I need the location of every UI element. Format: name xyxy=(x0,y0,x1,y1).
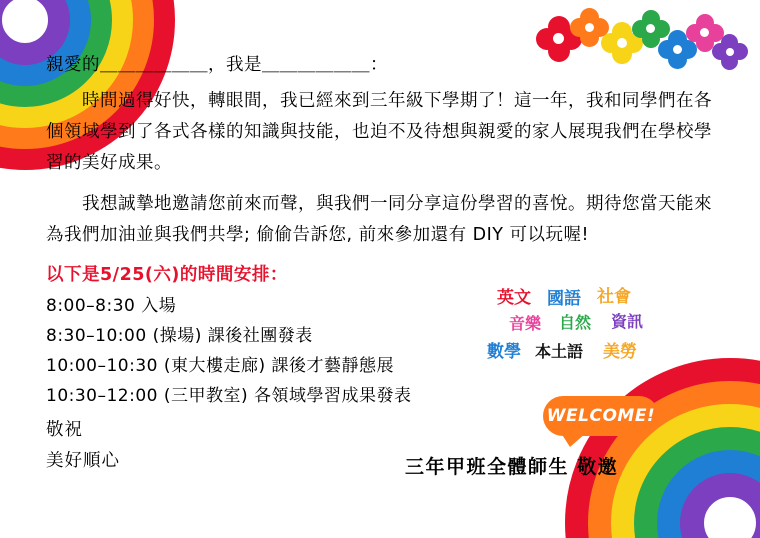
subject-information: 資訊 xyxy=(611,312,644,331)
schedule-item: 8:00–8:30 入場 xyxy=(46,296,177,316)
subject-english: 英文 xyxy=(497,288,531,308)
paragraph-2: 我想誠摯地邀請您前來而聲，與我們一同分享這份學習的喜悅。期待您當天能來為我們加油並與我們共學; 偷偷告訴您, 前來參加還有 DIY 可以玩喔! xyxy=(46,194,712,245)
subject-word-cloud xyxy=(487,283,697,373)
subject-social-studies: 社會 xyxy=(597,287,631,307)
schedule-item: 10:00–10:30 (東大樓走廊) 課後才藝靜態展 xyxy=(46,356,395,376)
subject-local-language: 本土語 xyxy=(535,342,584,361)
signature: 三年甲班全體師生 敬邀 xyxy=(405,456,619,478)
subject-chinese: 國語 xyxy=(547,289,581,309)
subject-music: 音樂 xyxy=(509,314,542,333)
closing-line-2: 美好順心 xyxy=(46,451,120,471)
closing-block xyxy=(46,415,120,477)
schedule-title: 以下是5/25(六)的時間安排： xyxy=(46,265,288,285)
schedule-item: 8:30–10:00 (操場) 課後社團發表 xyxy=(46,326,313,346)
schedule-item: 10:30–12:00 (三甲教室) 各領域學習成果發表 xyxy=(46,386,412,406)
subject-science: 自然 xyxy=(559,313,592,332)
closing-line-1: 敬祝 xyxy=(46,420,83,440)
paragraph-1: 時間過得好快，轉眼間，我已經來到三年級下學期了！這一年，我和同學們在各個領域學到了各式各樣的知識與技能，也迫不及待想與親愛的家人展現我們在學校學習的美好成果。 xyxy=(46,91,712,173)
salutation: 親愛的＿＿＿＿＿＿，我是＿＿＿＿＿＿： xyxy=(46,55,388,75)
welcome-label: WELCOME! xyxy=(546,406,656,426)
welcome-badge xyxy=(543,396,659,436)
subject-math: 數學 xyxy=(487,342,521,362)
subject-arts-crafts: 美勞 xyxy=(603,342,637,362)
flower-icon xyxy=(712,34,748,70)
